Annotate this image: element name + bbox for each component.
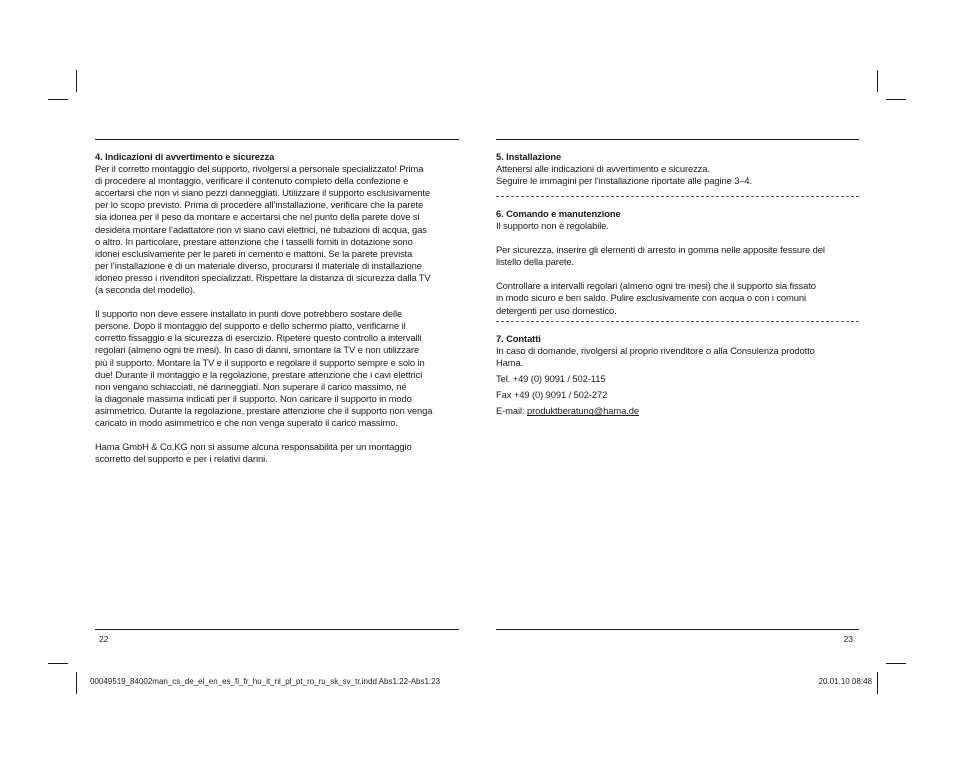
page-number-right: 23 — [843, 634, 853, 644]
section-7-heading: 7. Contatti — [496, 333, 541, 344]
text-line: asimmetrico. Durante la regolazione, prestare attenzione che il supporto non venga — [95, 404, 433, 416]
text-line: la diagonale massima indicati per il supporto. Non caricare il supporto in modo — [95, 392, 412, 404]
crop-mark — [886, 663, 906, 664]
left-column — [95, 151, 465, 465]
text-line: per l’installazione è di un materiale diverso, procurarsi il materiale di installazione — [95, 259, 422, 271]
section-5-body — [496, 163, 866, 187]
section-6 — [496, 208, 866, 317]
section-4-heading: 4. Indicazioni di avvertimento e sicurezza — [95, 151, 275, 162]
text-line: Per il corretto montaggio del supporto, rivolgersi a personale specializzato! Prima — [95, 163, 424, 175]
text-line: persone. Dopo il montaggio del supporto e dello schermo piatto, verificarne il — [95, 320, 406, 332]
email-link[interactable]: produktberatung@hama.de — [526, 405, 639, 417]
text-line: Hama. — [496, 357, 524, 369]
text-line: Il supporto non è regolabile. — [496, 220, 609, 232]
text-line: Controllare a intervalli regolari (almeno ogni tre mesi) che il supporto sia fissato — [496, 280, 816, 292]
footer-date: 20.01.10 08:48 — [818, 677, 872, 686]
text-line: Per sicurezza, inserire gli elementi di arresto in gomma nelle apposite fessure del — [496, 244, 825, 256]
text-line: desidera montare l’adattatore non vi siano cavi elettrici, né tubazioni di acqua, gas — [95, 223, 427, 235]
section-6-para1 — [496, 220, 866, 232]
text-line: idoneo presso i rivenditori specializzati. Rispettare la distanza di sicurezza dalla TV — [95, 271, 431, 283]
text-line: Hama GmbH & Co.KG non si assume alcuna responsabilità per un montaggio — [95, 441, 412, 453]
crop-mark — [877, 672, 878, 694]
section-6-para2 — [496, 244, 866, 268]
text-line: In caso di domande, rivolgersi al proprio rivenditore o alla Consulenza prodotto — [496, 345, 815, 357]
text-line: o altro. In particolare, prestare attenzione che i tasselli forniti in dotazione sono — [95, 235, 413, 247]
section-7 — [496, 333, 866, 418]
section-divider — [496, 196, 859, 197]
footer-file-info: 00049519_84002man_cs_de_el_en_es_fi_fr_hu_it_nl_pl_pt_ro_ru_sk_sv_tr.indd Abs1:22-Abs1:23 — [90, 677, 441, 686]
left-top-rule — [95, 139, 459, 140]
phone-number: Tel. +49 (0) 9091 / 502-115 — [496, 373, 606, 385]
section-7-intro — [496, 345, 866, 369]
text-line: Seguire le immagini per l’installazione riportate alle pagine 3–4. — [496, 175, 753, 187]
email-label: E-mail: — [496, 405, 527, 417]
text-line: sia idonea per il peso da montare e accertarsi che nel punto della parete dove si — [95, 211, 420, 223]
crop-mark — [886, 99, 906, 100]
text-line: Il supporto non deve essere installato in punti dove potrebbero sostare delle — [95, 308, 403, 320]
crop-mark — [48, 663, 68, 664]
text-line: di procedere al montaggio, verificare il contenuto completo della confezione e — [95, 175, 409, 187]
right-top-rule — [496, 139, 859, 140]
text-line: non vengano schiacciati, né danneggiati. Non superare il carico massimo, né — [95, 380, 407, 392]
section-4-para2 — [95, 308, 465, 429]
text-line: in modo sicuro e ben saldo. Pulire esclusivamente con acqua o con i comuni — [496, 292, 806, 304]
text-line: caricato in modo asimmetrico e che non venga superato il carico massimo. — [95, 416, 398, 428]
text-line: Attenersi alle indicazioni di avvertimento e sicurezza. — [496, 163, 710, 175]
crop-mark — [76, 70, 77, 92]
section-divider — [496, 321, 859, 322]
text-line: scorretto del supporto e per i relativi danni. — [95, 453, 268, 465]
text-line: più il supporto. Montare la TV e il supporto e regolare il supporto sempre e solo in — [95, 356, 425, 368]
section-4-para3 — [95, 441, 465, 465]
text-line: per lo scopo previsto. Prima di procedere all’installazione, verificare che la parete — [95, 199, 424, 211]
text-line: listello della parete. — [496, 256, 575, 268]
text-line: idonei esclusivamente per le pareti in cemento e mattoni. Se la parete prevista — [95, 247, 413, 259]
crop-mark — [76, 672, 77, 694]
right-column — [496, 151, 866, 187]
section-4-para1 — [95, 163, 465, 296]
page-number-left: 22 — [99, 634, 109, 644]
text-line: accertarsi che non vi siano pezzi danneggiati. Utilizzare il supporto esclusivamente — [95, 187, 431, 199]
text-line: (a seconda del modello). — [95, 284, 196, 296]
crop-mark — [877, 70, 878, 92]
text-line: regolari (almeno ogni tre mesi). In caso di danni, smontare la TV e non utilizzare — [95, 344, 420, 356]
section-6-heading: 6. Comando e manutenzione — [496, 208, 621, 219]
text-line: corretto fissaggio e la sicurezza di esercizio. Ripetere questo controllo a intervalli — [95, 332, 422, 344]
left-bottom-rule — [95, 629, 459, 630]
right-bottom-rule — [496, 629, 859, 630]
fax-number: Fax +49 (0) 9091 / 502-272 — [496, 389, 608, 401]
crop-mark — [48, 99, 68, 100]
section-6-para3 — [496, 280, 866, 316]
text-line: due! Durante il montaggio e la regolazione, prestare attenzione che i cavi elettrici — [95, 368, 423, 380]
section-5-heading: 5. Installazione — [496, 151, 562, 162]
email-line — [496, 405, 866, 417]
text-line: detergenti per uso domestico. — [496, 304, 617, 316]
